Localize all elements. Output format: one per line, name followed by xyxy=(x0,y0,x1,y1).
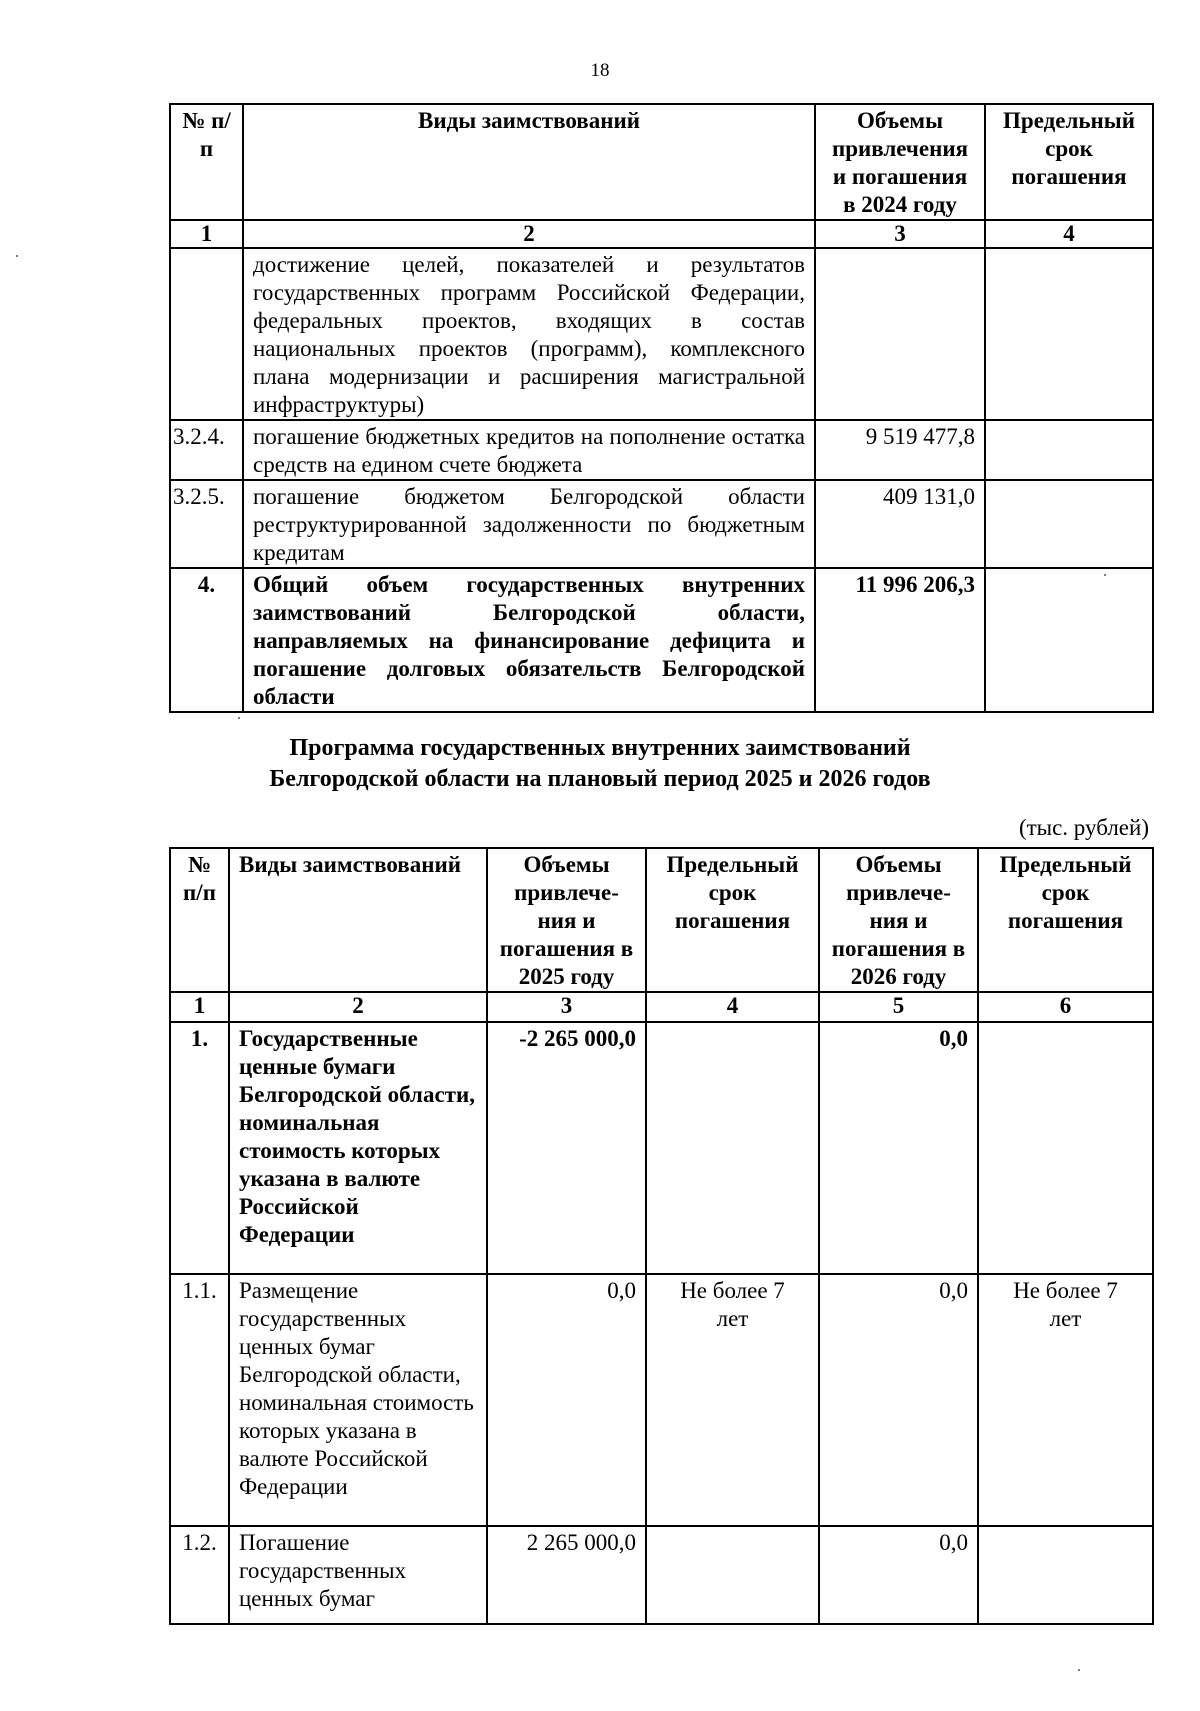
row-term xyxy=(985,420,1153,480)
header-type: Виды заимствований xyxy=(229,848,487,992)
row-num: 3.2.4. xyxy=(170,420,243,480)
table-header-row xyxy=(170,848,1153,992)
row-volume: 409 131,0 xyxy=(815,480,985,568)
row-term-2026 xyxy=(978,1022,1153,1274)
row-volume: 9 519 477,8 xyxy=(815,420,985,480)
table-row-total xyxy=(170,568,1153,712)
table-row xyxy=(170,420,1153,480)
row-vol-2025: 0,0 xyxy=(487,1274,646,1526)
scan-speck xyxy=(1104,574,1106,576)
column-numbers-row xyxy=(170,992,1153,1022)
row-num: 3.2.5. xyxy=(170,480,243,568)
row-term xyxy=(985,248,1153,420)
scan-speck xyxy=(1078,1669,1080,1671)
column-number: 3 xyxy=(815,220,985,248)
header-term-2026: Предельный срок погашения xyxy=(978,848,1153,992)
header-type: Виды заимствований xyxy=(243,104,815,220)
units-label: (тыс. рублей) xyxy=(1018,815,1149,840)
row-term-2026 xyxy=(978,1526,1153,1624)
row-vol-2025: 2 265 000,0 xyxy=(487,1526,646,1624)
row-name: Размещение государственных ценных бумаг Белгородской области, номинальная стоимость которых указана в валюте Российской Федерации xyxy=(229,1274,487,1526)
header-num: № п/п xyxy=(170,848,229,992)
row-name: погашение бюджетом Белгородской области реструктурированной задолженности по бюджетным кредитам xyxy=(243,480,815,568)
column-number: 1 xyxy=(170,992,229,1022)
borrowings-2024-table xyxy=(169,103,1154,713)
section-title-line: Белгородской области на плановый период 2025 и 2026 годов xyxy=(269,766,931,792)
column-number: 4 xyxy=(985,220,1153,248)
column-number: 6 xyxy=(978,992,1153,1022)
row-name: Погашение государственных ценных бумаг xyxy=(229,1526,487,1624)
row-vol-2025: -2 265 000,0 xyxy=(487,1022,646,1274)
column-number: 3 xyxy=(487,992,646,1022)
scan-speck xyxy=(16,255,18,257)
scan-speck xyxy=(238,717,240,719)
row-num: 1.1. xyxy=(170,1274,229,1526)
header-volume-2024: Объемы привлечения и погашения в 2024 году xyxy=(815,104,985,220)
row-vol-2026: 0,0 xyxy=(819,1022,978,1274)
row-name: достижение целей, показателей и результатов государственных программ Российской Федерации, федеральных проектов, входящих в состав национальных проектов (программ), комплексного плана модернизации и расширения магистральной инфраструктуры) xyxy=(243,248,815,420)
header-num: № п/п xyxy=(170,104,243,220)
row-term-2026: Не более 7 лет xyxy=(978,1274,1153,1526)
column-number: 1 xyxy=(170,220,243,248)
column-number: 4 xyxy=(646,992,819,1022)
column-number: 5 xyxy=(819,992,978,1022)
column-numbers-row xyxy=(170,220,1153,248)
table-row xyxy=(170,480,1153,568)
row-volume xyxy=(815,248,985,420)
header-term: Предельный срок погашения xyxy=(985,104,1153,220)
header-volume-2026: Объемы привлече- ния и погашения в 2026 году xyxy=(819,848,978,992)
row-num: 4. xyxy=(170,568,243,712)
borrowings-2025-2026-table xyxy=(169,847,1154,1625)
row-name: Государственные ценные бумаги Белгородской области, номинальная стоимость которых указана в валюте Российской Федерации xyxy=(229,1022,487,1274)
row-term-2025 xyxy=(646,1022,819,1274)
row-term xyxy=(985,480,1153,568)
row-term-2025 xyxy=(646,1526,819,1624)
table-row xyxy=(170,1274,1153,1526)
row-num: 1. xyxy=(170,1022,229,1274)
row-term-2025: Не более 7 лет xyxy=(646,1274,819,1526)
row-vol-2026: 0,0 xyxy=(819,1526,978,1624)
section-title-line: Программа государственных внутренних заимствований xyxy=(289,735,911,761)
row-num: 1.2. xyxy=(170,1526,229,1624)
row-num xyxy=(170,248,243,420)
header-volume-2025: Объемы привлече- ния и погашения в 2025 году xyxy=(487,848,646,992)
table-header-row xyxy=(170,104,1153,220)
row-name: погашение бюджетных кредитов на пополнение остатка средств на едином счете бюджета xyxy=(243,420,815,480)
table-row xyxy=(170,1526,1153,1624)
row-name: Общий объем государственных внутренних заимствований Белгородской области, направляемых на финансирование дефицита и погашение долговых обязательств Белгородской области xyxy=(243,568,815,712)
header-term-2025: Предельный срок погашения xyxy=(646,848,819,992)
table-row xyxy=(170,248,1153,420)
row-term xyxy=(985,568,1153,712)
section-title xyxy=(0,733,1200,795)
column-number: 2 xyxy=(243,220,815,248)
table-row xyxy=(170,1022,1153,1274)
row-vol-2026: 0,0 xyxy=(819,1274,978,1526)
row-volume: 11 996 206,3 xyxy=(815,568,985,712)
column-number: 2 xyxy=(229,992,487,1022)
page-number: 18 xyxy=(590,60,610,81)
